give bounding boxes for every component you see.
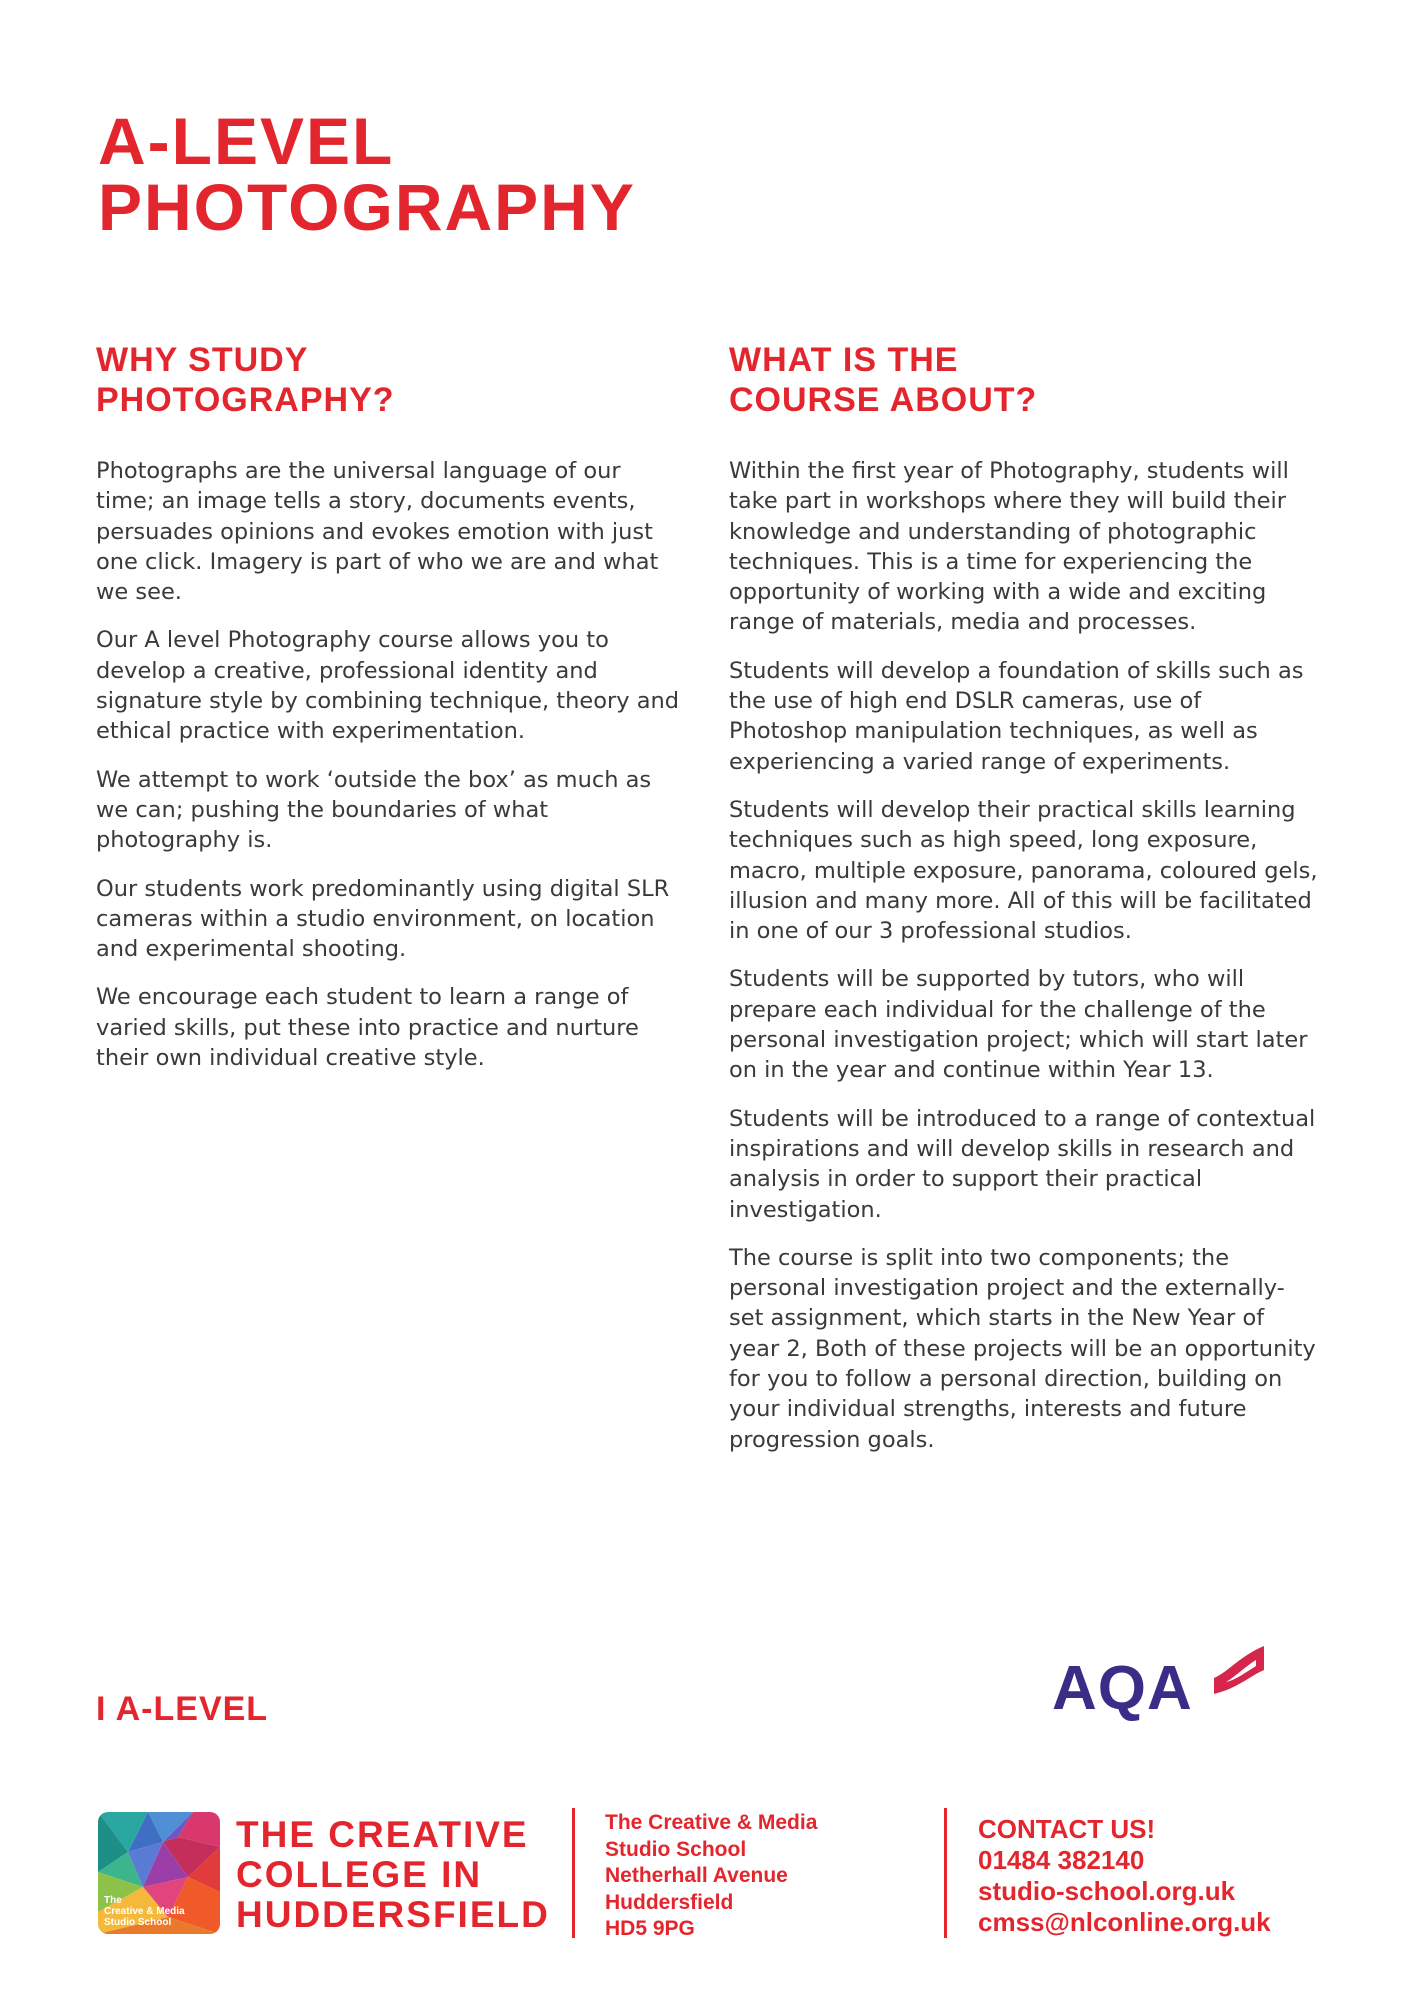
why-study-paragraph: Photographs are the universal language of our time; an image tells a story, documents events, persuades opinions and evokes emotion with just one click. Imagery is part of who we are and what we see.	[96, 458, 659, 606]
college-name-line: HUDDERSFIELD	[236, 1894, 550, 1935]
course-about-heading-line-2: COURSE ABOUT?	[729, 381, 1038, 419]
contact-heading: CONTACT US!	[978, 1814, 1156, 1844]
address-line: The Creative & Media	[605, 1811, 818, 1834]
aqa-swoosh-icon	[1210, 1642, 1270, 1702]
why-study-paragraph: Our A level Photography course allows you to develop a creative, professional identity and signature style by combining technique, theory and ethical practice with experimentation.	[96, 627, 680, 745]
contact-email: cmss@nlconline.org.uk	[978, 1907, 1271, 1937]
aqa-logo-text: AQA	[1052, 1654, 1193, 1723]
why-study-heading	[96, 340, 686, 420]
address-line: Huddersfield	[605, 1890, 734, 1914]
college-logo-caption	[104, 1895, 185, 1928]
course-about-paragraph: The course is split into two components; the personal investigation project and the externally-set assignment, which starts in the New Year of year 2, Both of these projects will be an opportunity for you to follow a personal direction, building on your individual strengths, interests and future progression goals.	[729, 1244, 1316, 1453]
why-study-section	[96, 340, 686, 1091]
logo-caption-line: The	[104, 1895, 122, 1906]
course-about-heading	[729, 340, 1319, 420]
a-level-tag: I A-LEVEL	[96, 1690, 269, 1728]
why-study-paragraph: Our students work predominantly using digital SLR cameras within a studio environment, on location and experimental shooting.	[96, 875, 670, 963]
course-about-paragraph: Students will develop their practical skills learning techniques such as high speed, long exposure, macro, multiple exposure, panorama, coloured gels, illusion and many more. All of this will be facilitated in one of our 3 professional studios.	[729, 796, 1318, 945]
course-about-paragraph: Students will be introduced to a range of contextual inspirations and will develop skills in research and analysis in order to support their practical investigation.	[729, 1105, 1316, 1223]
why-study-heading-line-1: WHY STUDY	[96, 341, 309, 379]
footer-divider	[944, 1808, 947, 1938]
logo-caption-line: Studio School	[104, 1917, 172, 1928]
college-name-line: THE CREATIVE	[236, 1814, 529, 1855]
course-about-section	[729, 340, 1319, 1473]
contact-phone: 01484 382140	[978, 1845, 1145, 1875]
school-address	[605, 1810, 817, 1943]
address-line: Netherhall Avenue	[605, 1864, 788, 1887]
college-name	[236, 1815, 550, 1935]
why-study-paragraph: We attempt to work ‘outside the box’ as much as we can; pushing the boundaries of what photography is.	[96, 766, 652, 854]
why-study-heading-line-2: PHOTOGRAPHY?	[96, 381, 395, 419]
contact-block	[978, 1814, 1271, 1938]
course-about-paragraph: Within the first year of Photography, students will take part in workshops where they will build their knowledge and understanding of photographic techniques. This is a time for experiencing the opportunity of working with a wide and exciting range of materials, media and processes.	[729, 458, 1289, 636]
college-logo	[98, 1812, 220, 1934]
aqa-logo	[1052, 1640, 1267, 1730]
address-line: Studio School	[605, 1837, 747, 1861]
page-title-line-1: A-LEVEL	[98, 104, 395, 178]
contact-website: studio-school.org.uk	[978, 1876, 1236, 1906]
page-title-line-2: PHOTOGRAPHY	[98, 170, 636, 244]
footer-divider	[572, 1808, 575, 1938]
logo-caption-line: Creative & Media	[104, 1906, 185, 1917]
college-name-line: COLLEGE IN	[236, 1854, 483, 1895]
address-line: HD5 9PG	[605, 1917, 695, 1940]
page-title	[98, 104, 636, 244]
course-about-paragraph: Students will be supported by tutors, who will prepare each individual for the challenge of the personal investigation project; which will start later on in the year and continue within Year 13.	[729, 966, 1308, 1084]
course-about-paragraph: Students will develop a foundation of skills such as the use of high end DSLR cameras, use of Photoshop manipulation techniques, as well as experiencing a varied range of experiments.	[729, 657, 1304, 775]
course-about-heading-line-1: WHAT IS THE	[729, 341, 959, 379]
why-study-paragraph: We encourage each student to learn a range of varied skills, put these into practice and nurture their own individual creative style.	[96, 984, 639, 1072]
